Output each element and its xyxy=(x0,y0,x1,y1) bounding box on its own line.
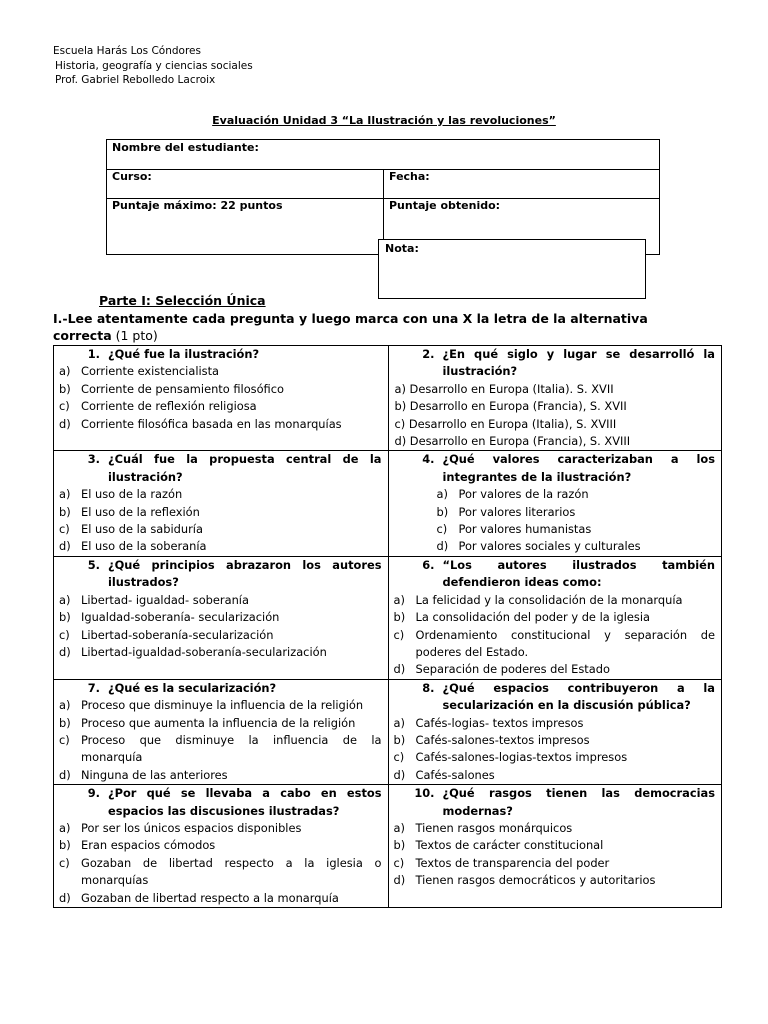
option-c[interactable] xyxy=(393,855,716,872)
option-letter: c) xyxy=(393,627,405,642)
question-row xyxy=(54,784,721,907)
question-row xyxy=(54,346,721,450)
option-text: Igualdad-soberanía- secularización xyxy=(81,610,280,625)
option-b[interactable] xyxy=(58,837,382,854)
option-text: Libertad-igualdad-soberanía-secularización xyxy=(81,644,327,659)
option-letter: a) xyxy=(59,698,71,713)
part-instruction xyxy=(53,310,683,344)
option-text: Ninguna de las anteriores xyxy=(81,767,228,782)
option-b[interactable] xyxy=(58,609,382,626)
question-9 xyxy=(54,785,388,907)
option-b[interactable]: b) Desarrollo en Europa (Francia), S. XVII xyxy=(394,399,627,414)
option-c[interactable]: c) Desarrollo en Europa (Italia), S. XVIII xyxy=(394,416,617,431)
school-header xyxy=(53,44,253,88)
option-letter: c) xyxy=(59,522,70,537)
question-text: ¿Por qué se llevaba a cabo en estos espacios las discusiones ilustradas? xyxy=(108,786,382,818)
option-letter: c) xyxy=(59,399,70,414)
question-text: ¿En qué siglo y lugar se desarrolló la ilustración? xyxy=(442,347,715,379)
grade-label: Nota: xyxy=(385,242,419,255)
question-text: ¿Qué rasgos tienen las democracias modernas? xyxy=(442,786,715,818)
option-d[interactable]: d) Desarrollo en Europa (Francia), S. XVIII xyxy=(394,434,631,449)
instruction-points: (1 pto) xyxy=(111,328,158,343)
question-number: 7. xyxy=(87,680,100,695)
option-a[interactable] xyxy=(393,820,716,837)
option-letter: d) xyxy=(59,416,71,431)
question-5 xyxy=(54,557,388,679)
option-c[interactable] xyxy=(58,855,382,890)
option-letter: d) xyxy=(59,644,71,659)
question-text: ¿Cuál fue la propuesta central de la ilustración? xyxy=(108,452,382,484)
option-letter: b) xyxy=(59,715,71,730)
option-b[interactable] xyxy=(58,381,382,398)
question-text: ¿Qué principios abrazaron los autores ilustrados? xyxy=(108,557,382,590)
option-text: Gozaban de libertad respecto a la iglesia o monarquías xyxy=(81,855,382,888)
option-a[interactable] xyxy=(58,363,382,380)
option-letter: d) xyxy=(59,890,71,905)
option-c[interactable] xyxy=(393,749,716,766)
option-a[interactable] xyxy=(58,486,382,503)
option-text: Eran espacios cómodos xyxy=(81,838,216,853)
option-letter: d) xyxy=(393,873,406,888)
option-letter: d) xyxy=(393,767,406,782)
option-letter: b) xyxy=(59,610,71,625)
question-7 xyxy=(54,680,388,784)
option-text: Cafés-salones-logias-textos impresos xyxy=(415,750,628,765)
option-letter: c) xyxy=(59,627,70,642)
option-d[interactable] xyxy=(393,767,716,784)
option-b[interactable] xyxy=(393,837,716,854)
option-letter: b) xyxy=(59,381,71,396)
option-b[interactable] xyxy=(58,715,382,732)
option-text: El uso de la reflexión xyxy=(81,504,200,519)
option-letter: b) xyxy=(393,838,406,853)
option-text: El uso de la soberanía xyxy=(81,539,207,554)
option-text: Tienen rasgos monárquicos xyxy=(415,820,573,835)
option-letter: a) xyxy=(436,487,448,502)
option-letter: d) xyxy=(59,767,71,782)
option-text: Gozaban de libertad respecto a la monarquía xyxy=(81,890,339,905)
option-text: Por valores humanistas xyxy=(458,522,592,537)
option-letter: d) xyxy=(393,662,406,677)
option-letter: b) xyxy=(393,610,406,625)
option-d[interactable] xyxy=(58,644,382,661)
question-text: “Los autores ilustrados también defendieron ideas como: xyxy=(442,557,715,590)
option-text: Corriente de reflexión religiosa xyxy=(81,399,257,414)
question-2 xyxy=(388,346,722,450)
question-text: ¿Qué espacios contribuyeron a la secularización en la discusión pública? xyxy=(442,680,715,713)
question-number: 3. xyxy=(87,452,100,467)
option-d[interactable] xyxy=(58,538,382,555)
question-4 xyxy=(388,451,722,555)
option-letter: d) xyxy=(59,539,71,554)
option-letter: b) xyxy=(59,838,71,853)
option-letter: a) xyxy=(59,592,71,607)
question-row xyxy=(54,556,721,679)
option-text: Tienen rasgos democráticos y autoritarios xyxy=(415,873,656,888)
option-c[interactable] xyxy=(58,398,382,415)
option-letter: c) xyxy=(59,732,70,747)
option-c[interactable] xyxy=(58,521,382,538)
option-d[interactable] xyxy=(393,872,716,889)
subject-name: Historia, geografía y ciencias sociales xyxy=(55,59,253,72)
student-name-label: Nombre del estudiante: xyxy=(112,141,259,154)
option-text: La felicidad y la consolidación de la monarquía xyxy=(415,592,683,607)
grade-box xyxy=(378,239,646,299)
option-letter: b) xyxy=(59,504,71,519)
option-c[interactable] xyxy=(58,627,382,644)
option-letter: c) xyxy=(393,855,405,870)
option-text: Por valores literarios xyxy=(458,504,576,519)
option-text: Cafés-logias- textos impresos xyxy=(415,715,584,730)
option-b[interactable] xyxy=(58,504,382,521)
option-text: Cafés-salones xyxy=(415,767,495,782)
option-a[interactable] xyxy=(58,697,382,714)
school-name: Escuela Harás Los Cóndores xyxy=(53,45,201,57)
option-b[interactable] xyxy=(393,732,716,749)
option-text: Por valores de la razón xyxy=(458,487,589,502)
option-text: Corriente filosófica basada en las monarquías xyxy=(81,416,342,431)
option-c[interactable] xyxy=(58,732,382,767)
option-letter: a) xyxy=(393,715,405,730)
option-text: Ordenamiento constitucional y separación de poderes del Estado. xyxy=(415,627,715,659)
question-10 xyxy=(388,785,722,907)
questions-table xyxy=(53,345,722,908)
option-text: Proceso que disminuye la influencia de la religión xyxy=(81,698,364,713)
option-letter: c) xyxy=(59,855,70,870)
question-number: 6. xyxy=(422,557,435,572)
option-c[interactable] xyxy=(393,521,716,538)
option-d[interactable] xyxy=(393,538,716,555)
question-row xyxy=(54,450,721,555)
option-a[interactable] xyxy=(393,486,716,503)
question-number: 5. xyxy=(87,557,100,572)
option-text: Por ser los únicos espacios disponibles xyxy=(81,820,302,835)
option-letter: c) xyxy=(436,522,448,537)
question-row xyxy=(54,679,721,784)
option-d[interactable] xyxy=(393,661,716,678)
option-a[interactable] xyxy=(393,715,716,732)
course-label: Curso: xyxy=(112,170,152,183)
option-letter: c) xyxy=(393,750,405,765)
option-text: Cafés-salones-textos impresos xyxy=(415,732,590,747)
option-letter: a) xyxy=(59,364,71,379)
question-number: 8. xyxy=(422,680,435,695)
option-letter: a) xyxy=(393,592,405,607)
instruction-text: I.-Lee atentamente cada pregunta y luego marca con una X la letra de la alternativa correcta xyxy=(53,311,648,343)
question-number: 2. xyxy=(422,347,435,361)
option-text: Corriente de pensamiento filosófico xyxy=(81,381,284,396)
option-text: Libertad- igualdad- soberanía xyxy=(81,592,249,607)
question-text: ¿Qué es la secularización? xyxy=(108,680,277,695)
option-text: Proceso que aumenta la influencia de la religión xyxy=(81,715,356,730)
option-a[interactable] xyxy=(393,592,716,609)
part-heading: Parte I: Selección Única xyxy=(99,293,266,308)
question-number: 1. xyxy=(87,347,100,361)
option-text: Corriente existencialista xyxy=(81,364,220,379)
option-a[interactable] xyxy=(58,820,382,837)
max-score-label: Puntaje máximo: 22 puntos xyxy=(112,199,283,212)
option-letter: a) xyxy=(393,820,405,835)
option-a[interactable]: a) Desarrollo en Europa (Italia). S. XVII xyxy=(394,381,614,396)
option-letter: b) xyxy=(436,504,449,519)
student-info-box xyxy=(106,139,660,255)
exam-title: Evaluación Unidad 3 “La Ilustración y las revoluciones” xyxy=(212,114,556,127)
option-text: El uso de la sabiduría xyxy=(81,522,203,537)
question-number: 4. xyxy=(422,452,435,467)
option-letter: d) xyxy=(436,539,449,554)
option-text: Textos de transparencia del poder xyxy=(415,855,610,870)
option-c[interactable] xyxy=(393,627,716,662)
date-label: Fecha: xyxy=(389,170,430,183)
obtained-score-label: Puntaje obtenido: xyxy=(389,199,501,212)
question-number: 10. xyxy=(414,786,435,801)
teacher-name: Prof. Gabriel Rebolledo Lacroix xyxy=(55,74,216,86)
option-letter: a) xyxy=(59,487,71,502)
question-8 xyxy=(388,680,722,784)
option-b[interactable] xyxy=(393,504,716,521)
option-text: El uso de la razón xyxy=(81,487,183,502)
question-3 xyxy=(54,451,388,555)
question-text: ¿Qué fue la ilustración? xyxy=(108,347,260,361)
question-number: 9. xyxy=(87,786,100,801)
option-text: Libertad-soberanía-secularización xyxy=(81,627,274,642)
option-text: Separación de poderes del Estado xyxy=(415,662,610,677)
option-a[interactable] xyxy=(58,592,382,609)
option-text: Proceso que disminuye la influencia de la monarquía xyxy=(81,732,382,765)
option-letter: a) xyxy=(59,820,71,835)
option-b[interactable] xyxy=(393,609,716,626)
option-d[interactable] xyxy=(58,890,382,907)
option-text: La consolidación del poder y de la iglesia xyxy=(415,610,650,625)
option-d[interactable] xyxy=(58,416,382,433)
question-6 xyxy=(388,557,722,679)
question-text: ¿Qué valores caracterizaban a los integrantes de la ilustración? xyxy=(442,452,715,484)
option-text: Textos de carácter constitucional xyxy=(415,838,604,853)
option-d[interactable] xyxy=(58,767,382,784)
question-1 xyxy=(54,346,388,450)
option-text: Por valores sociales y culturales xyxy=(458,539,641,554)
option-letter: b) xyxy=(393,732,406,747)
